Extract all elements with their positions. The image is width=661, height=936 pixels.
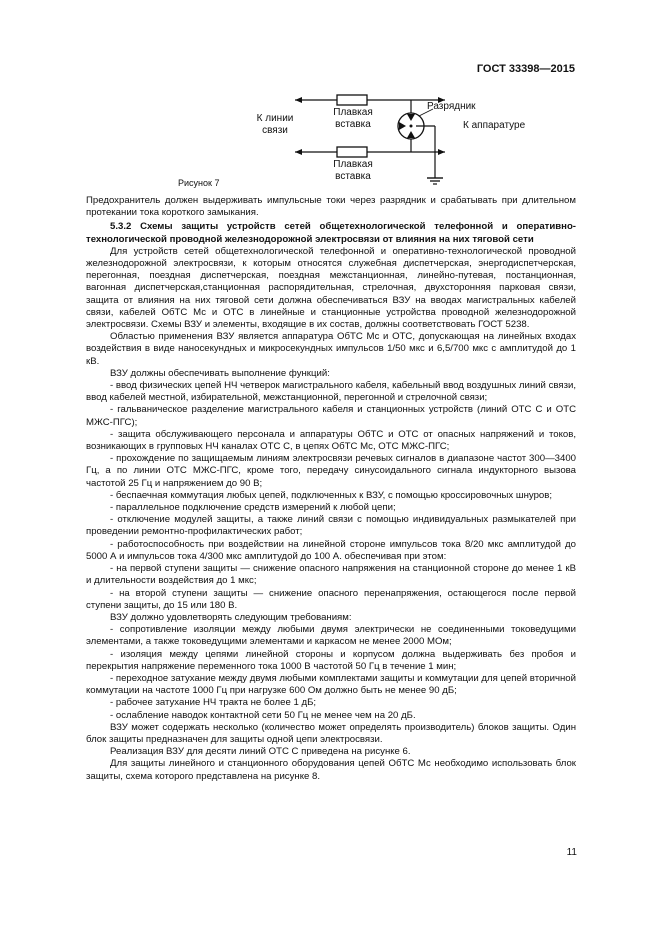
- paragraph: Предохранитель должен выдерживать импульсные токи через разрядник и срабатывать при длительном протекании тока короткого замыкания.: [86, 195, 576, 219]
- label-top-fuse-2: вставка: [335, 119, 371, 130]
- list-item: - ввод физических цепей НЧ четверок магистрального кабеля, кабельный ввод воздушных линий связи, ввод кабелей местной, избирательной, межстанционной, перегонной и стрелочной связи;: [86, 380, 576, 404]
- label-top-fuse: [327, 107, 379, 131]
- figure-7-diagram: [175, 85, 565, 190]
- bottom-right-arrow: [438, 149, 445, 155]
- list-item: - на второй ступени защиты — снижение опасного перенапряжения, остающегося после первой ступени защиты, до 15 или 180 В.: [86, 587, 576, 611]
- label-to-line-2: связи: [262, 125, 288, 136]
- bottom-fuse: [337, 147, 367, 157]
- list-item: - переходное затухание между двумя любыми комплектами защиты и коммутации для цепей вторичной коммутации на частоте 1000 Гц при нагрузке 600 Ом должно быть не менее 90 дБ;: [86, 672, 576, 697]
- paragraph: Для устройств сетей общетехнологической телефонной и оперативно-технологической проводной железнодорожной электросвязи, к которым относятся служебная диспетчерская, энергодиспетчерская, перегонная, поездная диспетчерская, поездная межстанционная, линейно-путевая, постанционная, вагонная диспетчерская,станционная распорядительная, стрелочная, двухсторонняя парковая связи, защита от влияния на них тяговой сети должна обеспечиваться ВЗУ на вводах магистральных кабелей связи, кабелей ОбТС Мс и ОТС в линейные и станционные устройства проводной железнодорожной электросвязи. Схемы ВЗУ и элементы, входящие в их состав, должны соответствовать ГОСТ 5238.: [86, 245, 576, 331]
- list-item: - защита обслуживающего персонала и аппаратуры ОбТС и ОТС от опасных напряжений и токов, возникающих в групповых НЧ каналах ОТС С, в цепях ОбТС Мс, ОТС МЖС-ПГС;: [86, 428, 576, 453]
- paragraph: ВЗУ должны обеспечивать выполнение функций:: [110, 367, 330, 379]
- list-item: - гальваническое разделение магистрального кабеля и станционных устройств (линий ОТС С и ОТС МЖС-ПГС);: [86, 404, 576, 428]
- list-item: - изоляция между цепями линейной стороны и корпусом должна выдерживать без пробоя и перекрытия напряжение переменного тока 1000 В частотой 50 Гц в течение 1 мин;: [86, 648, 576, 672]
- list-item: - рабочее затухание НЧ тракта не более 1 дБ;: [110, 697, 317, 709]
- list-item: - сопротивление изоляции между любыми двумя электрически не соединенными токоведущими элементами, а также токоведущими элементами и каркасом не менее 2000 МОм;: [86, 624, 576, 648]
- label-arrester: Разрядник: [427, 101, 476, 112]
- page-number: 11: [566, 847, 577, 858]
- list-item: - параллельное подключение средств измерений к любой цепи;: [110, 502, 396, 514]
- list-item: - ослабление наводок контактной сети 50 Гц не менее чем на 20 дБ.: [110, 709, 416, 721]
- body-text: [86, 195, 576, 783]
- list-item: - на первой ступени защиты — снижение опасного напряжения на станционной стороне до менее 1 кВ и длительности воздействия до 1 мкс;: [86, 563, 576, 587]
- list-item: - работоспособность при воздействии на линейной стороне импульсов тока 8/20 мкс амплитудой до 5000 А и импульсов тока 4/300 мкс амплитудой до 100 А. обеспечивая при этом:: [86, 538, 576, 562]
- list-item: - беспаечная коммутация любых цепей, подключенных к ВЗУ, с помощью кроссировочных шнуров;: [110, 489, 553, 501]
- figure-caption: Рисунок 7: [178, 178, 220, 188]
- label-to-line: [250, 113, 300, 137]
- label-to-equipment: К аппаратуре: [463, 120, 526, 131]
- label-bottom-fuse-2: вставка: [335, 171, 371, 182]
- label-top-fuse-1: Плавкая: [333, 107, 373, 118]
- paragraph: ВЗУ может содержать несколько (количество может определять производитель) блоков защиты. Один блок защиты предназначен для защиты одной цепи электросвязи.: [86, 721, 576, 745]
- label-bottom-fuse: [327, 159, 379, 183]
- paragraph: Областью применения ВЗУ является аппаратура ОбТС Мс и ОТС, допускающая на линейных входах воздействия в виде наносекундных и микросекундных импульсов 1/50 мкс и 6,5/700 мкс с амплитудой до 1 кВ.: [86, 331, 576, 367]
- section-heading: 5.3.2 Схемы защиты устройств сетей общетехнологической телефонной и оперативно-технологической проводной железнодорожной электросвязи от влияния на них тяговой сети: [86, 221, 576, 245]
- paragraph: Реализация ВЗУ для десяти линий ОТС С приведена на рисунке 6.: [110, 746, 411, 758]
- label-to-line-1: К линии: [256, 113, 294, 124]
- arrester-center-dot: [410, 125, 413, 128]
- list-item: - отключение модулей защиты, а также линий связи с помощью индивидуальных размыкателей при проведении ремонтно-профилактических работ;: [86, 514, 576, 538]
- bottom-left-arrow: [295, 149, 302, 155]
- top-left-arrow: [295, 97, 302, 103]
- paragraph: Для защиты линейного и станционного оборудования цепей ОбТС Мс необходимо использовать блок защиты, схема которого представлена на рисунке 8.: [86, 758, 576, 782]
- document-header: ГОСТ 33398—2015: [476, 63, 575, 75]
- top-fuse: [337, 95, 367, 105]
- list-item: - прохождение по защищаемым линиям электросвязи речевых сигналов в диапазоне частот 300—3400 Гц, а по линии ОТС МЖС-ПГС, кроме того, передачу синусоидального сигнала индукторного вызова частотой 25 Гц и напряжением до 90 В;: [86, 453, 576, 489]
- paragraph: ВЗУ должно удовлетворять следующим требованиям:: [110, 611, 352, 623]
- label-bottom-fuse-1: Плавкая: [333, 159, 373, 170]
